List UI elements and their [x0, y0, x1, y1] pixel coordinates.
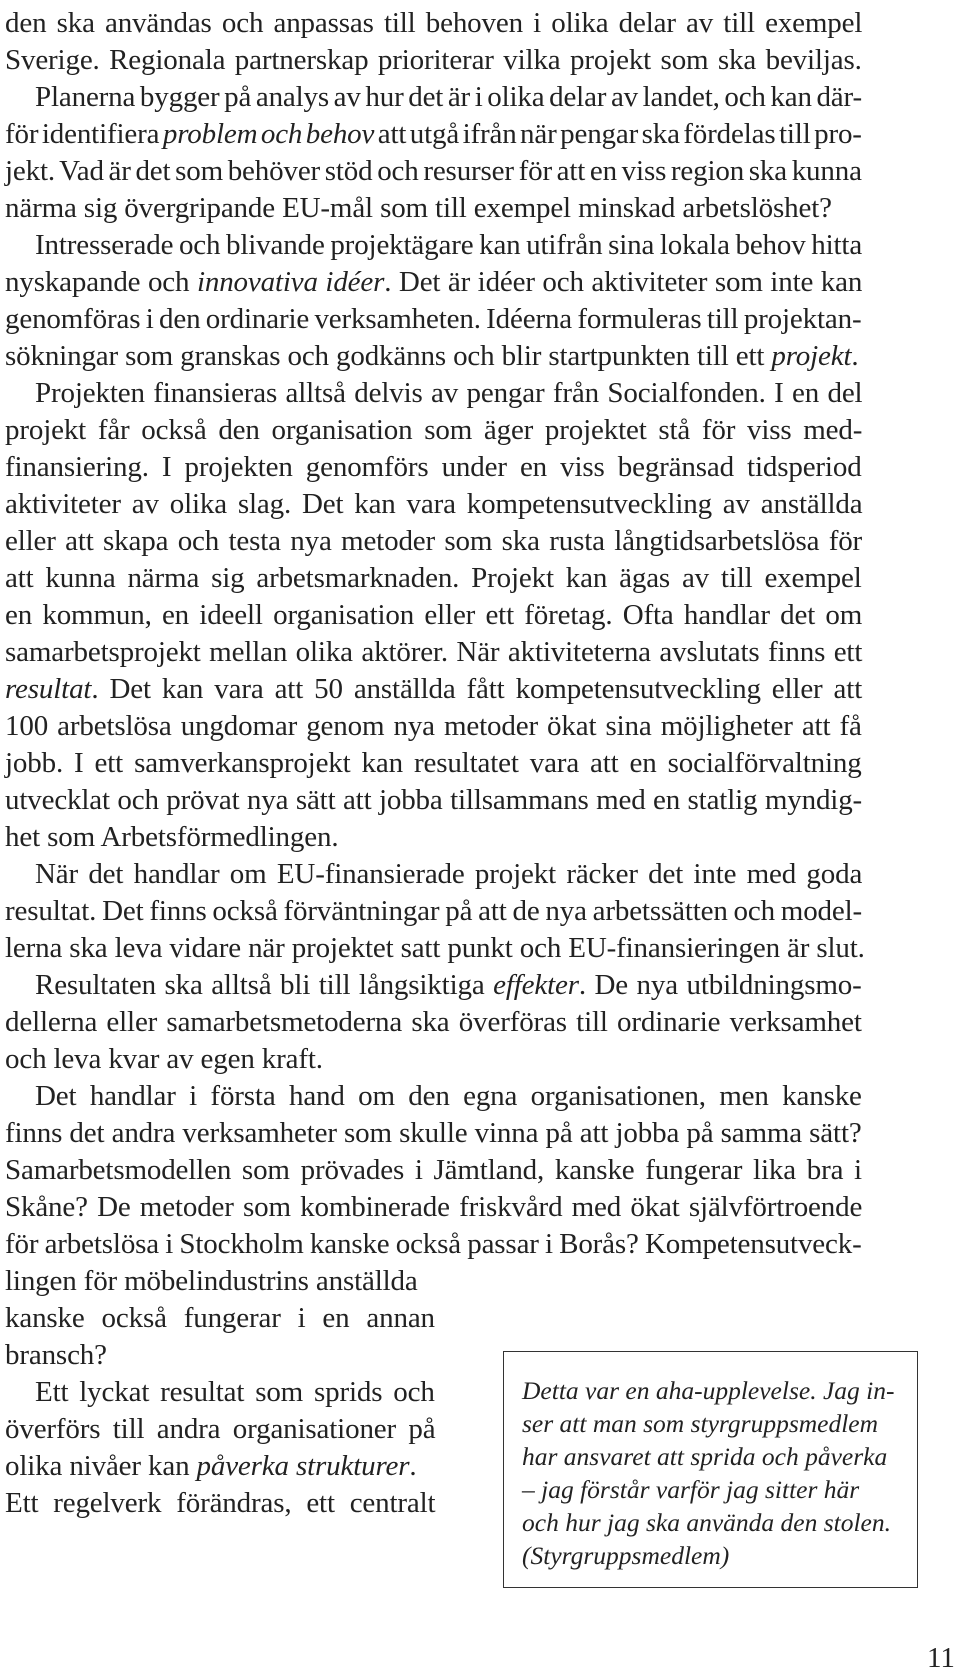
text-span: När det handlar om EU-finansierade projekt räcker det inte med goda — [35, 858, 863, 890]
text-span: en kommun, en ideell organisation eller ett företag. Ofta handlar det om — [5, 599, 863, 631]
text-line — [5, 670, 862, 708]
text-line — [5, 1040, 323, 1078]
text-span: aktiviteter av olika slag. Det kan vara kompetensutveckling av anställda — [5, 488, 863, 520]
text-line — [5, 1225, 862, 1263]
quote-box — [503, 1351, 918, 1588]
text-span: överförs till andra organisationer på — [5, 1413, 436, 1445]
text-line — [35, 855, 862, 893]
text-line — [5, 263, 862, 301]
text-line — [5, 744, 862, 782]
text-line — [5, 4, 862, 42]
text-line — [5, 1262, 418, 1300]
text-line — [5, 1336, 107, 1374]
text-line — [5, 707, 862, 745]
text-span: närma sig övergripande EU-mål som till exempel minskad arbetslöshet? — [5, 192, 832, 224]
text-span: kanske också fungerar i en annan — [5, 1302, 435, 1334]
text-span: finns det andra verksamheter som skulle vinna på att jobba på samma sätt? — [5, 1117, 862, 1149]
text-span: genomföras i den ordinarie verksamheten. Idéerna formuleras till projektan- — [5, 303, 862, 335]
text-span: Ett regelverk förändras, ett centralt — [5, 1487, 436, 1519]
text-span: olika nivåer kan — [5, 1450, 197, 1482]
text-span: finansiering. I projekten genomförs under en viss begränsad tidsperiod — [5, 451, 862, 483]
text-line — [5, 189, 832, 227]
text-line — [5, 411, 862, 449]
text-span: Resultaten ska alltså bli till långsiktiga — [35, 969, 494, 1001]
text-line — [5, 892, 862, 930]
text-line — [35, 78, 862, 116]
text-span: dellerna eller samarbetsmetoderna ska överföras till ordinarie verksamhet — [5, 1006, 862, 1038]
text-span: sökningar som granskas och godkänns och blir startpunkten till ett — [5, 340, 772, 372]
text-span: 100 arbetslösa ungdomar genom nya metoder ökat sina möjligheter att få — [5, 710, 862, 742]
text-line — [35, 226, 862, 264]
text-line — [5, 1299, 435, 1337]
text-span: bransch? — [5, 1339, 107, 1371]
text-span: Skåne? De metoder som kombinerade friskvård med ökat självförtroende — [5, 1191, 863, 1223]
quote-line: har ansvaret att sprida och påverka — [522, 1442, 888, 1471]
text-span: och leva kvar av egen kraft. — [5, 1043, 323, 1075]
text-span: Ett lyckat resultat som sprids och — [35, 1376, 435, 1408]
quote-line: – jag förstår varför jag sitter här — [522, 1475, 860, 1504]
text-span: för arbetslösa i Stockholm kanske också passar i Borås? Kompetensutveck- — [5, 1228, 862, 1260]
text-span: att kunna närma sig arbetsmarknaden. Projekt kan ägas av till exempel — [5, 562, 862, 594]
text-span: het som Arbetsförmedlingen. — [5, 821, 339, 853]
italic-text: resultat — [5, 673, 92, 705]
text-line — [5, 781, 862, 819]
text-span: jobb. I ett samverkansprojekt kan resultatet vara att en socialförvaltning — [5, 747, 862, 779]
text-line — [5, 1410, 435, 1448]
text-line — [5, 152, 862, 190]
text-line — [5, 596, 862, 634]
text-span: för identifiera — [5, 118, 163, 150]
text-span: att utgå ifrån när pengar ska fördelas till pro- — [374, 118, 862, 150]
text-span: nyskapande och — [5, 266, 197, 298]
text-span: projekt får också den organisation som äger projektet stå för viss med- — [5, 414, 863, 446]
text-span: Samarbetsmodellen som prövades i Jämtland, kanske fungerar lika bra i — [5, 1154, 862, 1186]
text-line — [5, 929, 865, 967]
italic-text: projekt — [771, 340, 852, 372]
text-line — [5, 1188, 862, 1226]
italic-text: effekter — [493, 969, 579, 1001]
text-line — [5, 1151, 862, 1189]
text-line — [5, 115, 862, 153]
italic-text: innovativa idéer — [196, 266, 385, 298]
text-span: . Det är idéer och aktiviteter som inte kan — [384, 266, 863, 298]
text-span: . — [851, 340, 859, 372]
text-line — [5, 1484, 435, 1522]
text-line — [5, 1003, 862, 1041]
quote-line: (Styrgruppsmedlem) — [522, 1541, 730, 1570]
text-span: resultat. Det finns också förväntningar på att de nya arbetssätten och model- — [5, 895, 863, 927]
text-line — [5, 300, 862, 338]
text-span: . Det kan vara att 50 anställda fått kompetensutveckling eller att — [91, 673, 863, 705]
text-span: Planerna bygger på analys av hur det är i olika delar av landet, och kan där- — [35, 81, 862, 113]
text-line — [5, 818, 338, 856]
text-span: Projekten finansieras alltså delvis av pengar från Socialfonden. I en del — [35, 377, 863, 409]
text-line — [35, 1373, 435, 1411]
text-span: samarbetsprojekt mellan olika aktörer. När aktiviteterna avslutats finns ett — [5, 636, 863, 668]
text-span: lingen för möbelindustrins anställda — [5, 1265, 418, 1297]
text-line — [5, 522, 862, 560]
text-line — [5, 337, 859, 375]
quote-line: och hur jag ska använda den stolen. — [522, 1508, 891, 1537]
text-line — [5, 1114, 862, 1152]
text-span: den ska användas och anpassas till behoven i olika delar av till exempel — [5, 7, 863, 39]
text-line — [5, 485, 862, 523]
text-line — [35, 374, 862, 412]
text-span: . — [409, 1450, 417, 1482]
text-span: eller att skapa och testa nya metoder som ska rusta långtidsarbetslösa för — [5, 525, 863, 557]
text-span: lerna ska leva vidare när projektet satt punkt och EU-finansieringen är slut. — [5, 932, 865, 964]
text-line — [5, 559, 862, 597]
text-line — [35, 966, 862, 1004]
text-span: Sverige. Regionala partnerskap prioriterar vilka projekt som ska beviljas. — [5, 44, 862, 76]
quote-line: ser att man som styrgruppsmedlem — [522, 1409, 879, 1438]
italic-text: påverka strukturer — [196, 1450, 410, 1482]
text-span: Intresserade och blivande projektägare kan utifrån sina lokala behov hitta — [35, 229, 863, 261]
text-line — [35, 1077, 862, 1115]
text-span: Det handlar i första hand om den egna organisationen, men kanske — [35, 1080, 862, 1112]
italic-text: problem och behov — [162, 118, 375, 150]
text-span: jekt. Vad är det som behöver stöd och resurser för att en viss region ska kunna — [5, 155, 862, 187]
text-line — [5, 448, 862, 486]
text-span: . De nya utbildningsmo- — [578, 969, 862, 1001]
page-number: 11 — [927, 1642, 955, 1674]
text-line — [5, 41, 862, 79]
text-line — [5, 1447, 417, 1485]
text-line — [5, 633, 862, 671]
quote-line: Detta var en aha-upplevelse. Jag in- — [522, 1376, 895, 1405]
text-span: utvecklat och prövat nya sätt att jobba tillsammans med en statlig myndig- — [5, 784, 863, 816]
